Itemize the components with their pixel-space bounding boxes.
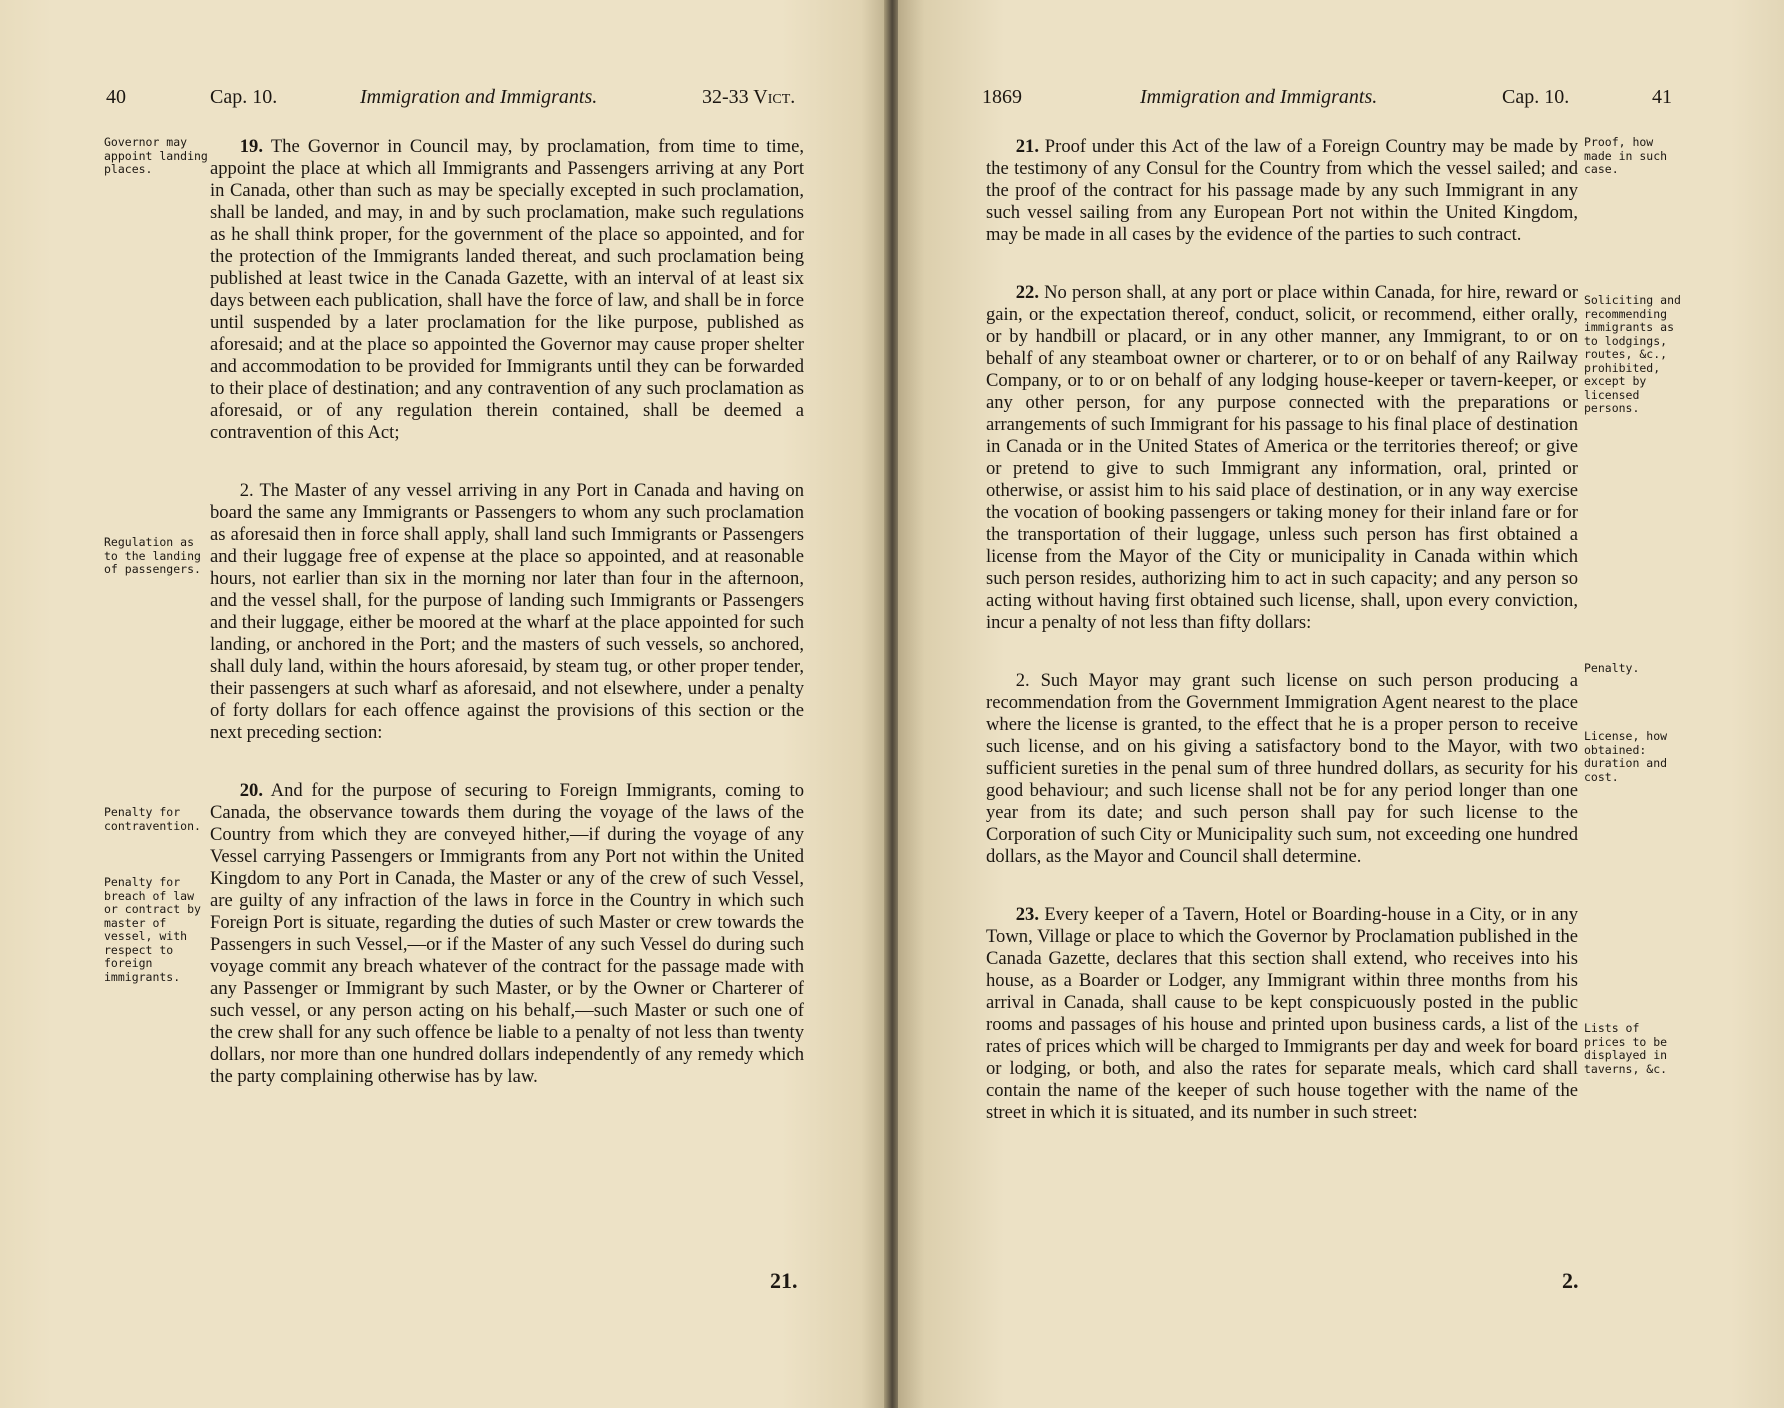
margin-note-penalty: Penalty. bbox=[1584, 661, 1640, 675]
section-23: 23. Every keeper of a Tavern, Hotel or Boarding-house in a City, or in any Town, Village or place to which the Governor by Proclamation published in the Canada Gazette, declares that this section shall extend, who receives into his house, as a Boarder or Lodger, any Immigrant within three months from his arrival in Canada, shall cause to be kept conspicuously posted in the public rooms and passages of his house and printed upon business cards, a list of the rates of prices which will be charged to Immigrants per day and week for board or lodging, or both, and also the rates for separate meals, which card shall contain the name of the keeper of such house together with the name of the street in which it is situated, and its number in such street: bbox=[986, 904, 1578, 1123]
right-chapter: Cap. 10. bbox=[1502, 86, 1570, 108]
right-running-title: Immigration and Immigrants. bbox=[1140, 86, 1378, 108]
section-22: 22. No person shall, at any port or place within Canada, for hire, reward or gain, or the expectation thereof, conduct, solicit, or recommend, either orally, or by handbill or placard, or in any other manner, any Immigrant, to or on behalf of any steamboat owner or charterer, or to or on behalf of any Railway Company, or to or on behalf of any lodging house-keeper or tavern-keeper, or any other person, for any purpose connected with the preparations or arrangements of such Immigrant for his passage to his final place of destination in Canada or in the United States of America or the territories thereof; or give or pretend to give to such Immigrant any information, oral, printed or otherwise, or assist him to his said place of destination, or in any way exercise the vocation of booking passengers or taking money for their inland fare or for the transportation of their luggage, unless such person has first obtained a license from the Mayor of the City or municipality in Canada within which such person resides, authorizing him to act in such capacity; and any person so acting without having first obtained such license, shall, upon every conviction, incur a penalty of not less than fifty dollars: bbox=[986, 282, 1578, 633]
margin-note-license: License, how obtained: duration and cost. bbox=[1584, 729, 1668, 784]
margin-note-soliciting: Soliciting and recommending immigrants as to lodgings, routes, &c., prohibited, except by licensed persons. bbox=[1584, 293, 1681, 415]
margin-note-proof: Proof, how made in such case. bbox=[1584, 135, 1668, 176]
right-catchword: 2. bbox=[1562, 1268, 1579, 1293]
right-page bbox=[898, 0, 1784, 1408]
right-page-number: 41 bbox=[1652, 86, 1672, 108]
left-body-text bbox=[210, 136, 804, 1088]
left-running-title: Immigration and Immigrants. bbox=[360, 86, 598, 108]
section-20: 20. And for the purpose of securing to Foreign Immigrants, coming to Canada, the observance towards them during the voyage of the laws of the Country from which they are conveyed hither,—if during the voyage of any Vessel carrying Passengers or Immigrants from any Port not within the United Kingdom to any Port in Canada, the Master or any of the crew of such Vessel, are guilty of any infraction of the laws in force in the Country in which such Foreign Port is situate, regarding the duties of such Master or crew towards the Passengers in such Vessel,—or if the Master of any such Vessel do during such voyage commit any breach whatever of the contract for the passage made with any Passenger or Immigrant by such Master, or by the Owner or Charterer of such vessel, or any person acting on his behalf,—such Master or such one of the crew shall for any such offence be liable to a penalty of not less than twenty dollars, nor more than one hundred dollars independently of any remedy which the party complaining otherwise has by law. bbox=[210, 780, 804, 1087]
left-catchword: 21. bbox=[770, 1268, 798, 1293]
left-page bbox=[0, 0, 888, 1408]
section-22-subsection-2: 2. Such Mayor may grant such license on such person producing a recommendation from the Government Immigration Agent nearest to the place where the license is granted, to the effect that he is a proper person to receive such license, and on his giving a satisfactory bond to the Mayor, with two sufficient sureties in the penal sum of three hundred dollars, as security for his good behaviour; and such license shall not be for any period longer than one year from its date; and such person shall pay for such license to the Corporation of such City or Municipality such sum, not exceeding one hundred dollars, as the Mayor and Council shall determine. bbox=[986, 670, 1578, 867]
margin-note-lists-of-prices: Lists of prices to be displayed in taverns, &c. bbox=[1584, 1021, 1668, 1076]
margin-note-penalty-breach: Penalty for breach of law or contract by master of vessel, with respect to foreign immigrants. bbox=[104, 875, 201, 984]
margin-note-penalty-contravention: Penalty for contravention. bbox=[104, 805, 201, 833]
section-21: 21. Proof under this Act of the law of a Foreign Country may be made by the testimony of any Consul for the Country from which the vessel sailed; and the proof of the contract for his passage made by any such Immigrant in any such vessel sailing from any European Port not within the United Kingdom, may be made in all cases by the evidence of the parties to such contract. bbox=[986, 136, 1578, 245]
left-chapter: Cap. 10. bbox=[210, 86, 278, 108]
section-19: 19. The Governor in Council may, by proclamation, from time to time, appoint the place at which all Immigrants and Passengers arriving at any Port in Canada, other than such as may be specially excepted in such proclamation, shall be landed, and may, in and by such proclamation, make such regulations as he shall think proper, for the government of the place so appointed, and for the protection of the Immigrants landed thereat, and such proclamation being published at least twice in the Canada Gazette, with an interval of at least six days between each publication, shall have the force of law, and shall be in force until suspended by a later proclamation for the like purpose, published as aforesaid; and at the place so appointed the Governor may cause proper shelter and accommodation to be provided for Immigrants until they can be forwarded to their place of destination; and any contravention of any such proclamation as aforesaid, or of any regulation therein contained, shall be deemed a contravention of this Act; bbox=[210, 136, 804, 443]
right-body-text bbox=[986, 136, 1578, 1124]
left-regnal-year: 32-33 Vict. bbox=[702, 86, 796, 108]
margin-note-governor-landing: Governor may appoint landing places. bbox=[104, 135, 208, 176]
left-page-number: 40 bbox=[106, 86, 126, 108]
section-19-subsection-2: 2. The Master of any vessel arriving in any Port in Canada and having on board the same any Immigrants or Passengers to whom any such proclamation as aforesaid then in force shall apply, shall land such Immigrants or Passengers and their luggage free of expense at the place so appointed, and at reasonable hours, not earlier than six in the morning nor later than four in the afternoon, and the vessel shall, for the purpose of landing such Immigrants or Passengers and their luggage, either be moored at the wharf at the place appointed for such landing, or anchored in the Port; and the masters of such vessels, so anchored, shall duly land, within the hours aforesaid, by steam tug, or other proper tender, their passengers at such wharf as aforesaid, and not elsewhere, under a penalty of forty dollars for each offence against the provisions of this section or the next preceding section: bbox=[210, 480, 804, 743]
margin-note-regulation-landing: Regulation as to the landing of passengers. bbox=[104, 535, 201, 576]
right-year: 1869 bbox=[982, 86, 1022, 108]
